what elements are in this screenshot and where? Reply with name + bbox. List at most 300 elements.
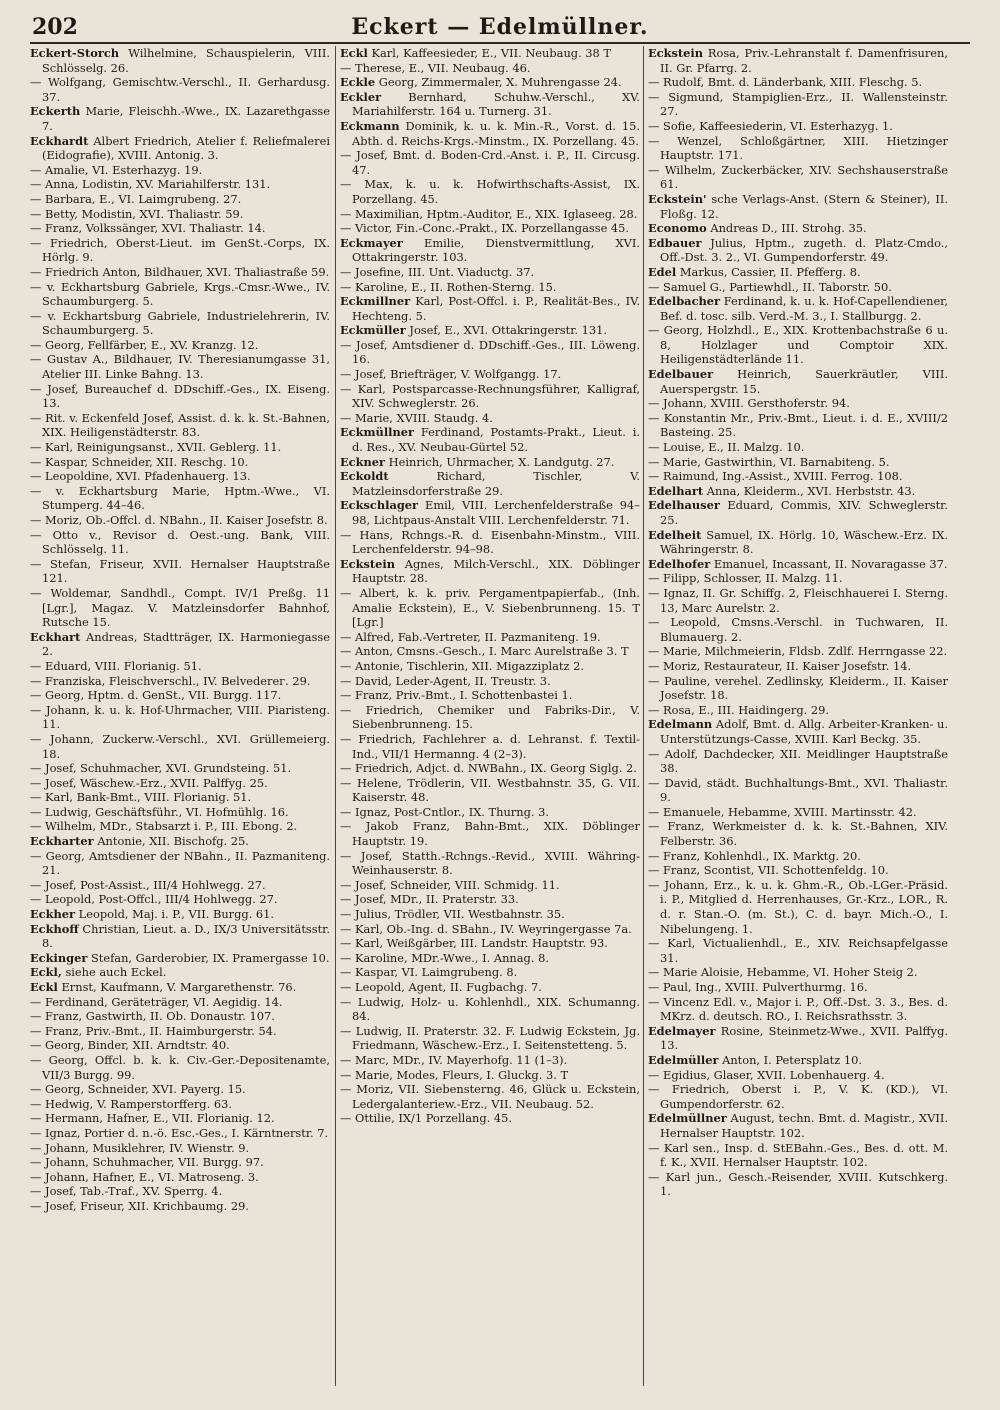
entry-details: — Karl, Postsparcasse-Rechnungsführer, Kalligraf, XIV. Schweglerstr. 26. xyxy=(340,381,640,411)
directory-entry xyxy=(648,571,948,586)
directory-entry xyxy=(340,148,640,177)
directory-entry xyxy=(30,280,330,309)
entry-details: — Raimund, Ing.-Assist., XVIII. Ferrog. 108. xyxy=(648,469,903,484)
entry-surname: Eckle xyxy=(340,75,376,90)
directory-entry xyxy=(648,863,948,878)
directory-entry xyxy=(648,440,948,455)
column-divider xyxy=(335,46,336,1386)
directory-entry xyxy=(30,382,330,411)
directory-entry xyxy=(340,46,640,61)
directory-entry xyxy=(648,674,948,703)
directory-entry xyxy=(30,1009,330,1024)
entry-details: — Karl, Ob.-Ing. d. SBahn., IV. Weyringergasse 7a. xyxy=(340,921,632,936)
directory-entry xyxy=(30,207,330,222)
directory-entry xyxy=(648,1141,948,1170)
directory-entry xyxy=(340,1111,640,1126)
entry-details: Albert Friedrich, Atelier f. Reliefmalerei (Eidografie), XVIII. Antonig. 3. xyxy=(42,133,330,163)
entry-surname: Eckstein' xyxy=(648,191,707,206)
directory-entry xyxy=(340,367,640,382)
directory-entry xyxy=(340,776,640,805)
directory-entry xyxy=(648,747,948,776)
directory-entry xyxy=(648,75,948,90)
directory-entry xyxy=(30,1038,330,1053)
entry-details: — Sigmund, Stampiglien-Erz., II. Wallensteinstr. 27. xyxy=(648,89,948,119)
directory-entry xyxy=(30,1170,330,1185)
directory-entry xyxy=(30,1082,330,1097)
entry-details: Karl, Post-Offcl. i. P., Realität-Bes., IV. Hechteng. 5. xyxy=(352,294,640,323)
entry-details: — Georg, Hptm. d. GenSt., VII. Burgg. 117. xyxy=(30,688,282,703)
entry-details: — Paul, Ing., XVIII. Pulverthurmg. 16. xyxy=(648,980,868,994)
entry-details: — Georg, Binder, XII. Arndtstr. 40. xyxy=(30,1038,230,1053)
entry-details: — Josef, Statth.-Rchngs.-Revid., XVIII. Währing-Weinhauserstr. 8. xyxy=(340,848,640,878)
directory-entry xyxy=(30,703,330,732)
directory-entry xyxy=(648,936,948,965)
entry-details: — Hedwig, V. Ramperstorfferg. 63. xyxy=(30,1096,232,1111)
entry-details: — Franz, Gastwirth, II. Ob. Donaustr. 107. xyxy=(30,1009,275,1024)
column-3 xyxy=(648,46,948,1396)
entry-details: — Marie, Gastwirthin, VI. Barnabiteng. 5. xyxy=(648,454,890,469)
directory-entry xyxy=(648,1170,948,1199)
entry-surname: Eckstein xyxy=(648,46,704,60)
entry-details: — Leopold, Agent, II. Fugbachg. 7. xyxy=(340,980,542,994)
directory-entry xyxy=(340,922,640,937)
entry-details: Julius, Hptm., zugeth. d. Platz-Cmdo., Off.-Dst. 3. 2., VI. Gumpendorferstr. 49. xyxy=(660,235,948,265)
entry-details: Dominik, k. u. k. Min.-R., Vorst. d. 15. Abth. d. Reichs-Krgs.-Minstm., IX. Porzellang. 45. xyxy=(352,118,640,148)
entry-surname: Edbauer xyxy=(648,235,702,250)
entry-surname: Eckhoff xyxy=(30,921,79,936)
entry-details: — David, städt. Buchhaltungs-Bmt., XVI. Thaliastr. 9. xyxy=(648,775,948,805)
entry-details: — Johann, Erz., k. u. k. Ghm.-R., Ob.-LGer.-Präsid. i. P., Mitglied d. Herrenhauses, Gr.-Krz., LOR., R. d. r. Stan.-O. (m. St.), C. d. bayr. Mich.-O., I. Nibelungeng. 1. xyxy=(648,877,948,936)
entry-details: Andreas D., III. Strohg. 35. xyxy=(710,221,867,236)
entry-details: Richard, Tischler, V. Matzleinsdorferstraße 29. xyxy=(352,469,640,498)
directory-entry xyxy=(30,1024,330,1039)
entry-details: — Friedrich Anton, Bildhauer, XVI. Thaliastraße 59. xyxy=(30,264,330,279)
directory-entry xyxy=(648,965,948,980)
entry-details: — Georg, Holzhdl., E., XIX. Krottenbachstraße 6 u. 8, Holzlager und Comptoir XIX. Heiligenstädterlände 11. xyxy=(648,323,948,367)
directory-entry xyxy=(340,338,640,367)
entry-details: — Wilhelm, Zuckerbäcker, XIV. Sechshauserstraße 61. xyxy=(648,162,948,192)
directory-entry xyxy=(648,265,948,280)
entry-surname: Edelhart xyxy=(648,483,704,498)
entry-details: — Johann, k. u. k. Hof-Uhrmacher, VIII. Piaristeng. 11. xyxy=(30,702,330,732)
directory-entry xyxy=(30,163,330,178)
directory-entry xyxy=(340,674,640,689)
directory-entry xyxy=(340,90,640,119)
directory-entry xyxy=(30,1111,330,1126)
directory-entry xyxy=(648,615,948,644)
directory-entry xyxy=(340,221,640,236)
directory-entry xyxy=(30,674,330,689)
entry-details: — Egidius, Glaser, XVII. Lobenhauerg. 4. xyxy=(648,1067,885,1082)
directory-entry xyxy=(30,1126,330,1141)
directory-entry xyxy=(648,323,948,367)
entry-surname: Edelhauser xyxy=(648,498,720,513)
directory-entry xyxy=(648,469,948,484)
directory-entry xyxy=(648,995,948,1024)
directory-entry xyxy=(30,819,330,834)
directory-entry xyxy=(340,1024,640,1053)
entry-details: — Ferdinand, Geräteträger, VI. Aegidig. 14. xyxy=(30,994,283,1009)
directory-entry xyxy=(340,644,640,659)
directory-entry xyxy=(30,134,330,163)
entry-details: — Ottilie, IX/1 Porzellang. 45. xyxy=(340,1111,513,1126)
entry-details: Rosa, Priv.-Lehranstalt f. Damenfrisuren, II. Gr. Pfarrg. 2. xyxy=(660,46,948,75)
directory-entry xyxy=(340,207,640,222)
entry-details: — Johann, Zuckerw.-Verschl., XVI. Grüllemeierg. 18. xyxy=(30,731,330,761)
entry-details: Adolf, Bmt. d. Allg. Arbeiter-Kranken- u. Unterstützungs-Casse, XVIII. Karl Beckg. 35. xyxy=(660,717,948,746)
entry-details: — Antonie, Tischlerin, XII. Migazziplatz 2. xyxy=(340,658,584,673)
entry-surname: Eckinger xyxy=(30,950,88,965)
directory-entry xyxy=(340,1053,640,1068)
entry-details: — Jakob Franz, Bahn-Bmt., XIX. Döblinger Hauptstr. 19. xyxy=(340,819,640,849)
entry-details: — Josef, Schuhmacher, XVI. Grundsteing. 51. xyxy=(30,761,292,776)
entry-surname: Eckmayer xyxy=(340,235,403,250)
directory-entry xyxy=(30,761,330,776)
directory-entry xyxy=(30,513,330,528)
entry-details: Heinrich, Sauerkräutler, VIII. Auerspergstr. 15. xyxy=(660,367,948,396)
directory-entry xyxy=(340,294,640,323)
entry-surname: Edelbauer xyxy=(648,367,714,382)
entry-details: — Karoline, E., II. Rothen-Sterng. 15. xyxy=(340,279,557,294)
directory-entry xyxy=(30,75,330,104)
entry-details: — Josef, Friseur, XII. Krichbaumg. 29. xyxy=(30,1198,249,1213)
entry-surname: Eckl xyxy=(30,980,58,994)
directory-entry xyxy=(30,440,330,455)
entry-details: — Karoline, MDr.-Wwe., I. Annag. 8. xyxy=(340,950,549,965)
directory-entry xyxy=(648,703,948,718)
directory-entry xyxy=(648,163,948,192)
entry-details: — Marie, Milchmeierin, Fldsb. Zdlf. Herrngasse 22. xyxy=(648,644,948,659)
entry-details: — Georg, Schneider, XVI. Payerg. 15. xyxy=(30,1082,246,1097)
entry-details: — Konstantin Mr., Priv.-Bmt., Lieut. i. d. E., XVIII/2 Basteing. 25. xyxy=(648,410,948,440)
entry-details: — Franz, Kohlenhdl., IX. Marktg. 20. xyxy=(648,848,861,863)
directory-entry xyxy=(648,1024,948,1053)
entry-surname: Edelbacher xyxy=(648,294,721,309)
directory-entry xyxy=(30,776,330,791)
directory-entry xyxy=(30,1155,330,1170)
entry-details: Christian, Lieut. a. D., IX/3 Universitätsstr. 8. xyxy=(42,921,330,951)
entry-details: — Josef, Amtsdiener d. DDschiff.-Ges., III. Löweng. 16. xyxy=(340,337,640,367)
directory-entry xyxy=(648,528,948,557)
entry-details: — Karl, Weißgärber, III. Landstr. Hauptstr. 93. xyxy=(340,936,608,951)
directory-entry xyxy=(30,221,330,236)
directory-entry xyxy=(340,892,640,907)
entry-details: — Filipp, Schlosser, II. Malzg. 11. xyxy=(648,571,843,586)
directory-entry xyxy=(648,90,948,119)
directory-entry xyxy=(340,75,640,90)
entry-details: — Kaspar, Schneider, XII. Reschg. 10. xyxy=(30,454,249,469)
entry-details: — Sofie, Kaffeesiederin, VI. Esterhazyg. 1. xyxy=(648,118,893,133)
directory-entry xyxy=(648,46,948,75)
directory-entry xyxy=(340,878,640,893)
entry-surname: Eckher xyxy=(30,907,76,922)
entry-details: Emanuel, Incassant, II. Novaragasse 37. xyxy=(713,556,948,571)
entry-details: — Max, k. u. k. Hofwirthschafts-Assist, IX. Porzellang. 45. xyxy=(340,177,640,206)
entry-details: — Kaspar, VI. Laimgrubeng. 8. xyxy=(340,965,518,980)
entry-details: Eduard, Commis, XIV. Schweglerstr. 25. xyxy=(660,498,948,527)
entry-details: — Georg, Offcl. b. k. k. Civ.-Ger.-Depositenamte, VII/3 Burgg. 99. xyxy=(30,1052,330,1082)
entry-details: — Karl sen., Insp. d. StEBahn.-Ges., Bes. d. ott. M. f. K., XVII. Hernalser Hauptstr. 102. xyxy=(648,1140,948,1170)
directory-entry xyxy=(30,338,330,353)
entry-details: — Friedrich, Oberst i. P., V. K. (KD.), VI. Gumpendorferstr. 62. xyxy=(648,1082,948,1111)
directory-entry xyxy=(30,688,330,703)
entry-details: Josef, E., XVI. Ottakringerstr. 131. xyxy=(409,323,607,338)
entry-details: — Franz, Werkmeister d. k. k. St.-Bahnen, XIV. Felberstr. 36. xyxy=(648,819,948,849)
entry-details: — Stefan, Friseur, XVII. Hernalser Hauptstraße 121. xyxy=(30,556,330,586)
entry-surname: Edelmann xyxy=(648,717,713,732)
directory-entry xyxy=(30,732,330,761)
directory-entry xyxy=(30,849,330,878)
entry-details: — Josef, Bureauchef d. DDschiff.-Ges., IX. Eiseng. 13. xyxy=(30,381,330,411)
directory-entry xyxy=(30,177,330,192)
directory-entry xyxy=(30,892,330,907)
entry-details: Rosine, Steinmetz-Wwe., XVII. Palffyg. 13. xyxy=(660,1023,948,1053)
entry-details: — Eduard, VIII. Florianig. 51. xyxy=(30,658,202,673)
directory-entry xyxy=(340,819,640,848)
entry-details: — Wenzel, Schloßgärtner, XIII. Hietzinger Hauptstr. 171. xyxy=(648,133,948,163)
entry-surname: Edel xyxy=(648,264,677,279)
entry-details: — Karl, Reinigungsanst., XVII. Geblerg. 11. xyxy=(30,440,282,455)
directory-entry xyxy=(648,717,948,746)
entry-details: — Anton, Cmsns.-Gesch., I. Marc Aurelstraße 3. T xyxy=(340,644,629,659)
directory-entry xyxy=(30,995,330,1010)
directory-entry xyxy=(30,236,330,265)
directory-entry xyxy=(30,1199,330,1214)
entry-details: — Marie Aloisie, Hebamme, VI. Hoher Steig 2. xyxy=(648,965,918,980)
directory-entry xyxy=(30,309,330,338)
directory-entry xyxy=(648,396,948,411)
entry-details: — Josefine, III. Unt. Viaductg. 37. xyxy=(340,264,535,279)
entry-details: Georg, Zimmermaler, X. Muhrengasse 24. xyxy=(378,75,622,90)
entry-details: — Moriz, Ob.-Offcl. d. NBahn., II. Kaiser Josefstr. 8. xyxy=(30,513,328,527)
entry-details: — Johann, Schuhmacher, VII. Burgg. 97. xyxy=(30,1155,264,1170)
entry-details: — Maximilian, Hptm.-Auditor, E., XIX. Iglaseeg. 28. xyxy=(340,206,638,221)
directory-entry xyxy=(340,1068,640,1083)
entry-surname: Eckharter xyxy=(30,834,94,849)
entry-details: — Franz, Priv.-Bmt., II. Haimburgerstr. 54. xyxy=(30,1023,277,1038)
header-rule xyxy=(30,42,970,44)
entry-details: — Wolfgang, Gemischtw.-Verschl., II. Gerhardusg. 37. xyxy=(30,75,330,104)
directory-entry xyxy=(648,776,948,805)
directory-entry xyxy=(340,907,640,922)
entry-details: — Leopoldine, XVI. Pfadenhauerg. 13. xyxy=(30,469,251,484)
directory-entry xyxy=(648,280,948,295)
entry-details: — Josef, Post-Assist., III/4 Hohlwegg. 27. xyxy=(30,877,266,892)
entry-details: — Franz, Priv.-Bmt., I. Schottenbastei 1. xyxy=(340,688,573,703)
directory-entry xyxy=(30,46,330,75)
entry-details: — Alfred, Fab.-Vertreter, II. Pazmaniteng. 19. xyxy=(340,629,601,644)
directory-entry xyxy=(648,367,948,396)
entry-surname: Edelmüller xyxy=(648,1052,719,1067)
entry-details: — Rudolf, Bmt. d. Länderbank, XIII. Fleschg. 5. xyxy=(648,75,923,90)
directory-entry xyxy=(648,980,948,995)
entry-details: — Karl, Victualienhdl., E., XIV. Reichsapfelgasse 31. xyxy=(648,936,948,965)
entry-details: — Leopold, Post-Offcl., III/4 Hohlwegg. 27. xyxy=(30,892,278,907)
entry-details: — Moriz, Restaurateur, II. Kaiser Josefstr. 14. xyxy=(648,658,912,673)
entry-details: — Karl jun., Gesch.-Reisender, XVIII. Kutschkerg. 1. xyxy=(648,1169,948,1199)
directory-entry xyxy=(30,951,330,966)
entry-details: — Josef, Wäschew.-Erz., XVII. Palffyg. 25. xyxy=(30,775,268,790)
entry-details: Wilhelmine, Schauspielerin, VIII. Schlösselg. 26. xyxy=(42,46,330,75)
directory-entry xyxy=(30,455,330,470)
directory-entry xyxy=(340,280,640,295)
directory-entry xyxy=(340,382,640,411)
directory-entry xyxy=(30,1053,330,1082)
entry-details: Anna, Kleiderm., XVI. Herbststr. 43. xyxy=(706,483,916,498)
directory-entry xyxy=(648,498,948,527)
entry-details: Antonie, XII. Bischofg. 25. xyxy=(97,834,249,849)
directory-entry xyxy=(30,1097,330,1112)
entry-surname: Eckhart xyxy=(30,629,81,644)
directory-entry xyxy=(30,965,330,980)
directory-entry xyxy=(340,61,640,76)
entry-surname: Eckhardt xyxy=(30,133,89,148)
entry-surname: Eckmann xyxy=(340,118,400,133)
entry-surname: Edelmayer xyxy=(648,1023,716,1038)
entry-surname: Eckert-Storch xyxy=(30,46,120,60)
entry-details: — Wilhelm, MDr., Stabsarzt i. P., III. Ebong. 2. xyxy=(30,819,298,834)
entry-details: — Ignaz, Post-Cntlor., IX. Thurng. 3. xyxy=(340,804,549,819)
entry-details: — Franz, Scontist, VII. Schottenfeldg. 10. xyxy=(648,863,889,878)
entry-details: Anton, I. Petersplatz 10. xyxy=(722,1052,862,1067)
directory-entry xyxy=(340,498,640,527)
entry-details: — Louise, E., II. Malzg. 10. xyxy=(648,440,805,455)
entry-details: — Emanuele, Hebamme, XVIII. Martinsstr. 42. xyxy=(648,804,917,819)
entry-details: Ernst, Kaufmann, V. Margarethenstr. 76. xyxy=(61,980,297,994)
entry-details: — Josef, Tab.-Traf., XV. Sperrg. 4. xyxy=(30,1184,223,1199)
directory-entry xyxy=(340,455,640,470)
entry-details: — Marie, XVIII. Staudg. 4. xyxy=(340,410,493,425)
entry-surname: Eckner xyxy=(340,454,386,469)
directory-entry xyxy=(648,586,948,615)
entry-details: — Ludwig, II. Praterstr. 32. F. Ludwig Eckstein, Jg. Friedmann, Wäschew.-Erz., I. Seitenstetteng. 5. xyxy=(340,1023,640,1053)
entry-details: — David, Leder-Agent, II. Treustr. 3. xyxy=(340,673,551,688)
entry-details: Bernhard, Schuhw.-Verschl., XV. Mariahilferstr. 164 u. Turnerg. 31. xyxy=(352,89,640,119)
entry-details: — Franz, Volkssänger, XVI. Thaliastr. 14. xyxy=(30,221,266,236)
directory-entry xyxy=(340,586,640,630)
entry-details: — Samuel G., Partiewhdl., II. Taborstr. 50. xyxy=(648,279,892,294)
entry-details: Leopold, Maj. i. P., VII. Burgg. 61. xyxy=(78,907,275,922)
column-2 xyxy=(340,46,640,1396)
directory-entry xyxy=(30,586,330,630)
directory-entry xyxy=(340,849,640,878)
entry-surname: Eckoldt xyxy=(340,469,389,484)
directory-entry xyxy=(30,265,330,280)
directory-entry xyxy=(648,849,948,864)
entry-details: — Albert, k. k. priv. Pergamentpapierfab., (Inh. Amalie Eckstein), E., V. Siebenbrunneng. 15. T [Lgr.] xyxy=(340,585,640,630)
entry-details: — Betty, Modistin, XVI. Thaliastr. 59. xyxy=(30,206,244,221)
directory-entry xyxy=(340,732,640,761)
entry-details: — Rit. v. Eckenfeld Josef, Assist. d. k. k. St.-Bahnen, XIX. Heiligenstädterstr. 83. xyxy=(30,410,330,440)
directory-entry xyxy=(340,1082,640,1111)
directory-entry xyxy=(340,703,640,732)
directory-entry xyxy=(30,1141,330,1156)
entry-details: Heinrich, Uhrmacher, X. Landgutg. 27. xyxy=(388,454,615,469)
directory-entry xyxy=(30,411,330,440)
directory-entry xyxy=(30,528,330,557)
entry-details: — Gustav A., Bildhauer, IV. Theresianumgasse 31, Atelier III. Linke Bahng. 13. xyxy=(30,352,330,382)
entry-details: — Victor, Fin.-Conc.-Prakt., IX. Porzellangasse 45. xyxy=(340,221,630,236)
directory-entry xyxy=(30,907,330,922)
entry-surname: Eckmüller xyxy=(340,323,406,338)
entry-details: Andreas, Stadtträger, IX. Harmoniegasse 2. xyxy=(42,629,330,659)
directory-entry xyxy=(340,411,640,426)
entry-surname: Edelmüllner xyxy=(648,1111,727,1126)
directory-entry xyxy=(30,922,330,951)
entry-details: Emilie, Dienstvermittlung, XVI. Ottakringerstr. 103. xyxy=(352,235,640,265)
entry-details: Marie, Fleischh.-Wwe., IX. Lazarethgasse 7. xyxy=(42,104,330,133)
entry-details: Markus, Cassier, II. Pfefferg. 8. xyxy=(679,264,861,279)
entry-details: — Marie, Modes, Fleurs, I. Gluckg. 3. T xyxy=(340,1067,569,1082)
directory-entry xyxy=(30,878,330,893)
page-header xyxy=(26,14,974,44)
entry-details: — Johann, Musiklehrer, IV. Wienstr. 9. xyxy=(30,1140,250,1155)
directory-entry xyxy=(30,484,330,513)
directory-entry xyxy=(340,980,640,995)
directory-entry xyxy=(340,425,640,454)
directory-entry xyxy=(340,557,640,586)
entry-details: — Josef, Schneider, VIII. Schmidg. 11. xyxy=(340,877,560,892)
directory-entry xyxy=(648,484,948,499)
directory-entry xyxy=(648,819,948,848)
entry-details: — Woldemar, Sandhdl., Compt. IV/1 Preßg. 11 [Lgr.], Magaz. V. Matzleinsdorfer Bahnhof, Rutsche 15. xyxy=(30,585,330,630)
entry-details: — Therese, E., VII. Neubaug. 46. xyxy=(340,60,531,75)
directory-entry xyxy=(340,951,640,966)
column-divider xyxy=(643,46,644,1386)
entry-surname: Eckmüllner xyxy=(340,425,415,440)
directory-entry xyxy=(648,192,948,221)
directory-entry xyxy=(30,980,330,995)
entry-surname: Eckerth xyxy=(30,104,81,119)
entry-details: — v. Eckhartsburg Gabriele, Industrielehrerin, IV. Schaumburgerg. 5. xyxy=(30,308,330,338)
entry-details: — Josef, Briefträger, V. Wolfgangg. 17. xyxy=(340,367,562,382)
directory-entry xyxy=(340,761,640,776)
entry-details: — Rosa, E., III. Haidingerg. 29. xyxy=(648,702,830,717)
directory-entry xyxy=(648,294,948,323)
entry-details: — Franziska, Fleischverschl., IV. Belvederег. 29. xyxy=(30,673,311,688)
entry-surname: Eckl xyxy=(340,46,368,60)
directory-entry xyxy=(30,630,330,659)
directory-entry xyxy=(340,119,640,148)
entry-details: — Leopold, Cmsns.-Verschl. in Tuchwaren, II. Blumauerg. 2. xyxy=(648,615,948,644)
entry-details: — v. Eckhartsburg Gabriele, Krgs.-Cmsr.-Wwe., IV. Schaumburgerg. 5. xyxy=(30,279,330,309)
entry-surname: Eckschlager xyxy=(340,498,419,513)
directory-entry xyxy=(648,659,948,674)
entry-details: — Pauline, verehel. Zedlinsky, Kleiderm., II. Kaiser Josefstr. 18. xyxy=(648,673,948,703)
directory-entry xyxy=(648,1053,948,1068)
entry-surname: Eckmillner xyxy=(340,294,411,309)
directory-entry xyxy=(30,790,330,805)
directory-entry xyxy=(30,192,330,207)
directory-entry xyxy=(340,688,640,703)
entry-details: — Anna, Lodistin, XV. Mariahilferstr. 131. xyxy=(30,177,271,192)
entry-details: — Friedrich, Chemiker und Fabriks-Dir., V. Siebenbrunneng. 15. xyxy=(340,702,640,732)
entry-details: — Ignaz, II. Gr. Schiffg. 2, Fleischhauerei I. Sterng. 13, Marc Aurelstr. 2. xyxy=(648,585,948,615)
entry-details: Stefan, Garderobier, IX. Pramergasse 10. xyxy=(90,950,330,965)
directory-entry xyxy=(648,557,948,572)
entry-details: sche Verlags-Anst. (Stern & Steiner), II. Floßg. 12. xyxy=(660,191,948,221)
directory-entry xyxy=(340,630,640,645)
entry-details: — Amalie, VI. Esterhazyg. 19. xyxy=(30,162,203,177)
entry-details: Samuel, IX. Hörlg. 10, Wäschew.-Erz. IX. Währingerstr. 8. xyxy=(660,527,948,557)
directory-entry xyxy=(340,177,640,206)
directory-entry xyxy=(30,1184,330,1199)
entry-details: siehe auch Eckel. xyxy=(65,965,167,980)
entry-details: — Vincenz Edl. v., Major i. P., Off.-Dst. 3. 3., Bes. d. MKrz. d. deutsch. RO., I. Reichsrathsstr. 3. xyxy=(648,994,948,1024)
directory-entry xyxy=(340,236,640,265)
entry-details: — Adolf, Dachdecker, XII. Meidlinger Hauptstraße 38. xyxy=(648,746,948,776)
entry-details: Agnes, Milch-Verschl., XIX. Döblinger Hauptstr. 28. xyxy=(352,556,640,586)
